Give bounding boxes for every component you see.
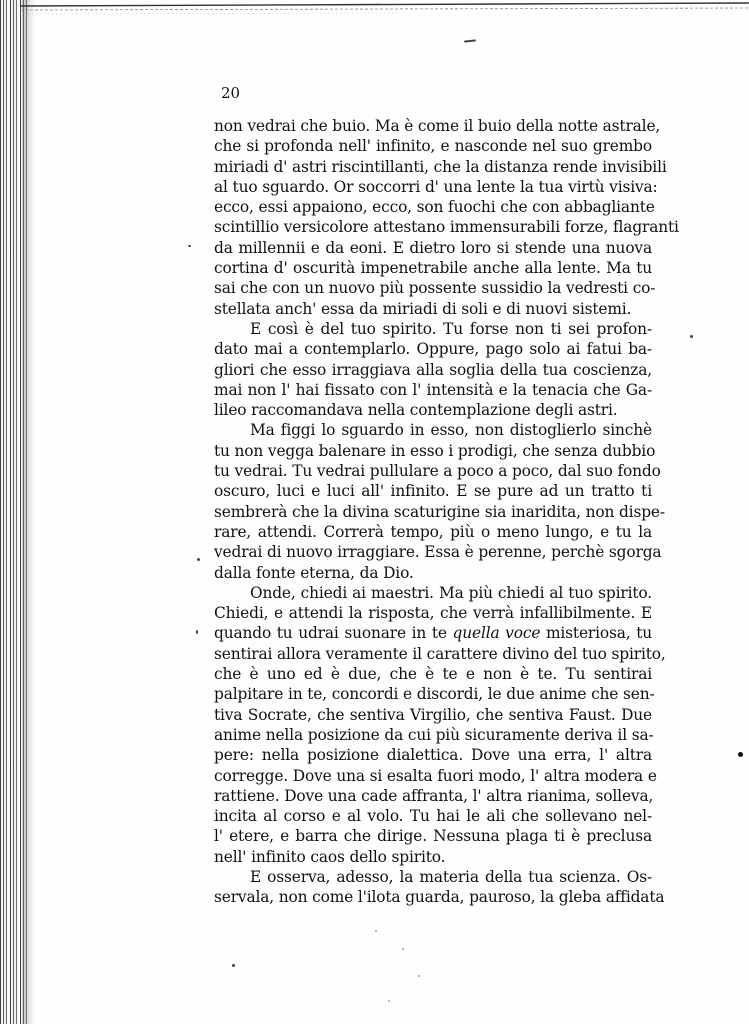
text-line: Onde, chiedi ai maestri. Ma più chiedi al tuo spirito. xyxy=(250,583,652,602)
print-mark xyxy=(690,335,693,338)
text-fragment: misteriosa, tu xyxy=(540,624,653,643)
print-mark xyxy=(375,930,377,932)
text-line: da millennii e da eoni. E dietro loro si stende una nuova xyxy=(214,238,652,257)
print-mark xyxy=(188,245,191,247)
text-line: cortina d' oscurità impenetrabile anche alla lente. Ma tu xyxy=(214,259,652,278)
text-line: l' etere, e barra che dirige. Nessuna plaga ti è preclusa xyxy=(214,827,652,846)
text-line: nell' infinito caos dello spirito. xyxy=(214,847,446,866)
print-mark xyxy=(232,964,235,967)
text-line: scintillio versicolore attestano immensurabili forze, flagranti xyxy=(214,218,679,237)
text-line: Chiedi, e attendi la risposta, che verrà infallibilmente. E xyxy=(214,604,652,623)
print-mark xyxy=(197,558,200,561)
text-line: E così è del tuo spirito. Tu forse non ti sei profon- xyxy=(250,319,652,338)
italic-phrase: quella voce xyxy=(452,624,541,643)
text-line: vedrai di nuovo irraggiare. Essa è perenne, perchè sgorga xyxy=(214,543,662,562)
text-line: tiva Socrate, che sentiva Virgilio, che sentiva Faust. Due xyxy=(214,705,652,724)
print-mark xyxy=(464,39,476,42)
text-line: pere: nella posizione dialettica. Dove una erra, l' altra xyxy=(214,746,652,765)
text-line: Ma figgi lo sguardo in esso, non distoglierlo sinchè xyxy=(250,421,652,440)
text-line: al tuo sguardo. Or soccorri d' una lente la tua virtù visiva: xyxy=(214,177,658,196)
page-number: 20 xyxy=(221,84,241,102)
top-edge-lines xyxy=(0,0,749,18)
text-line: che è uno ed è due, che è te e non è te. Tu sentirai xyxy=(214,665,652,684)
print-mark xyxy=(388,1000,390,1002)
text-line: sembrerà che la divina scaturigine sia inaridita, non dispe- xyxy=(214,502,665,521)
text-line: dato mai a contemplarlo. Oppure, pago solo ai fatui ba- xyxy=(214,340,652,359)
text-line: incita al corso e al volo. Tu hai le ali che sollevano nel- xyxy=(214,807,652,826)
text-line: gliori che esso irraggiava alla soglia della tua coscienza, xyxy=(214,360,652,379)
text-line: lileo raccomandava nella contemplazione degli astri. xyxy=(214,401,618,420)
text-line: mai non l' hai fissato con l' intensità e la tenacia che Ga- xyxy=(214,380,652,399)
text-line: palpitare in te, concordi e discordi, le due anime che sen- xyxy=(214,685,655,704)
text-line: E osserva, adesso, la materia della tua scienza. Os- xyxy=(250,867,652,886)
text-line: ecco, essi appaiono, ecco, son fuochi che con abbagliante xyxy=(214,198,655,217)
text-line: tu vedrai. Tu vedrai pullulare a poco a poco, dal suo fondo xyxy=(214,462,661,481)
text-line: sentirai allora veramente il carattere divino del tuo spirito, xyxy=(214,644,666,663)
print-mark xyxy=(738,752,743,757)
text-line: corregge. Dove una si esalta fuori modo, l' altra modera e xyxy=(214,766,657,785)
text-line: anime nella posizione da cui più sicuramente deriva il sa- xyxy=(214,725,654,744)
text-line: stellata anch' essa da miriadi di soli e di nuovi sistemi. xyxy=(214,299,632,318)
text-line-with-italic xyxy=(214,623,652,643)
text-line: tu non vegga balenare in esso i prodigi, che senza dubbio xyxy=(214,441,656,460)
text-line: servala, non come l'ilota guarda, pauroso, la gleba affidata xyxy=(214,888,665,907)
text-fragment: quando tu udrai suonare in te xyxy=(214,624,453,643)
text-line: che si profonda nell' infinito, e nasconde nel suo grembo xyxy=(214,137,652,156)
text-line: rare, attendi. Correrà tempo, più o meno lungo, e tu la xyxy=(214,522,652,541)
binding-shadow xyxy=(22,0,36,1024)
text-line: sai che con un nuovo più possente sussidio la vedresti co- xyxy=(214,279,656,298)
text-line: oscuro, luci e luci all' infinito. E se pure ad un tratto ti xyxy=(214,482,652,501)
print-mark xyxy=(196,630,198,634)
text-line: non vedrai che buio. Ma è come il buio della notte astrale, xyxy=(214,117,661,135)
print-mark xyxy=(402,948,404,950)
text-line: rattiene. Dove una cade affranta, l' altra rianima, solleva, xyxy=(214,786,654,805)
print-mark xyxy=(418,975,420,977)
text-line: miriadi d' astri riscintillanti, che la distanza rende invisibili xyxy=(214,157,667,176)
body-text xyxy=(214,116,679,908)
text-line: dalla fonte eterna, da Dio. xyxy=(214,563,414,582)
page-top-edge xyxy=(0,0,749,18)
